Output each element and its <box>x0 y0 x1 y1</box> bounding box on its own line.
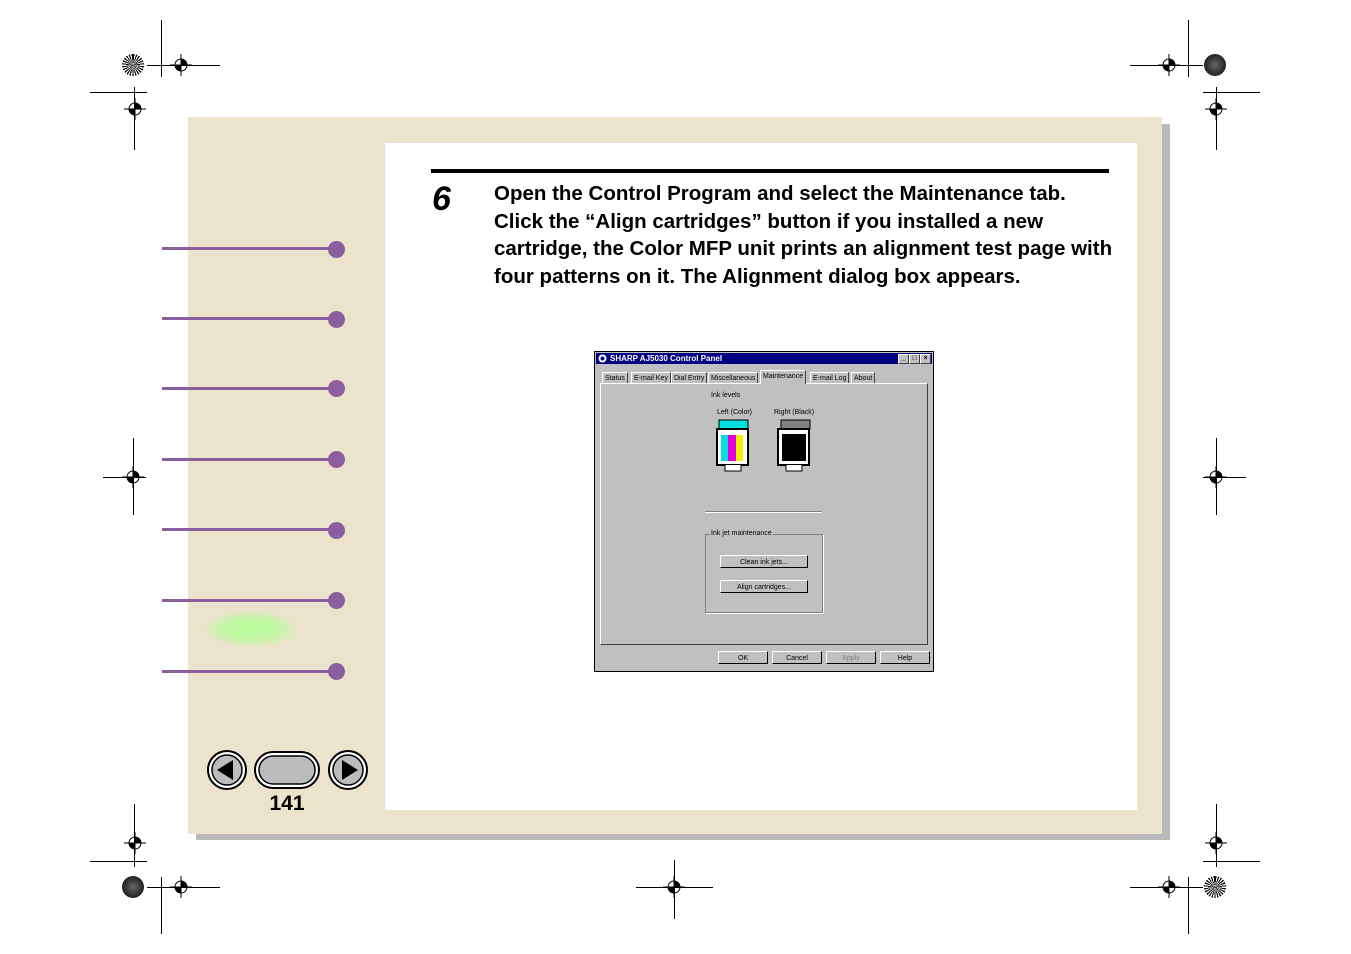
group-label: Ink jet maintenance <box>711 530 772 537</box>
color-target-icon <box>122 54 144 76</box>
side-nav-link[interactable] <box>328 241 345 258</box>
side-nav-line <box>162 387 332 390</box>
crop-line <box>1130 887 1203 888</box>
side-nav-line <box>162 458 332 461</box>
page-number: 141 <box>269 792 305 815</box>
side-nav-link[interactable] <box>328 663 345 680</box>
step-instruction: Open the Control Program and select the Maintenance tab. Click the “Align cartridges” button if you installed a new cartridge, the Color MFP unit prints an alignment test page with four patterns on it. The Alignment dialog box appears. <box>494 182 1113 288</box>
crop-line <box>134 804 135 867</box>
crop-line <box>103 477 146 478</box>
maximize-icon[interactable]: □ <box>909 354 920 364</box>
app-icon <box>598 354 607 363</box>
black-cartridge-icon <box>776 419 812 473</box>
registration-mark-icon <box>124 98 146 120</box>
crop-line <box>147 887 220 888</box>
crop-line <box>1188 20 1189 77</box>
crop-line <box>1203 92 1260 93</box>
crop-line <box>674 860 675 919</box>
apply-button[interactable]: Apply <box>826 651 876 664</box>
side-nav-line <box>162 247 332 250</box>
ok-button[interactable]: OK <box>718 651 768 664</box>
side-nav-line <box>162 670 332 673</box>
dialog-titlebar <box>596 353 932 364</box>
color-target-icon <box>122 876 144 898</box>
crop-line <box>133 438 134 515</box>
tab-dial-entry[interactable]: Dial Entry <box>671 372 707 384</box>
crop-line <box>1203 861 1260 862</box>
crop-line <box>134 87 135 150</box>
previous-page-button[interactable] <box>206 749 248 791</box>
crop-line <box>161 20 162 77</box>
side-nav-link[interactable] <box>328 522 345 539</box>
current-section-highlight <box>205 611 297 647</box>
align-cartridges-button[interactable]: Align cartridges... <box>720 580 808 593</box>
crop-line <box>1188 877 1189 934</box>
dialog-title: SHARP AJ5030 Control Panel <box>610 354 723 363</box>
side-nav-link[interactable] <box>328 380 345 397</box>
side-nav-link[interactable] <box>328 592 345 609</box>
tab-email-log[interactable]: E-mail Log <box>810 372 849 384</box>
side-nav-line <box>162 599 332 602</box>
right-cartridge-label: Right (Black) <box>774 409 815 416</box>
ink-jet-maintenance-group <box>705 530 823 613</box>
side-nav-link[interactable] <box>328 311 345 328</box>
crop-line <box>147 65 220 66</box>
minimize-icon[interactable]: _ <box>898 354 909 364</box>
crop-line <box>161 877 162 934</box>
cancel-button[interactable]: Cancel <box>772 651 822 664</box>
crop-line <box>90 92 147 93</box>
control-panel-dialog <box>594 351 934 672</box>
tab-email-key[interactable]: E-mail Key <box>631 372 671 384</box>
crop-line <box>1216 804 1217 867</box>
help-button[interactable]: Help <box>880 651 930 664</box>
tab-about[interactable]: About <box>851 372 875 384</box>
crop-line <box>1130 65 1203 66</box>
registration-mark-icon <box>124 832 146 854</box>
left-cartridge-label: Left (Color) <box>717 409 753 416</box>
step-rule <box>431 169 1109 173</box>
color-target-icon <box>1204 876 1226 898</box>
side-nav-link[interactable] <box>328 451 345 468</box>
ink-levels-label: Ink levels <box>711 392 741 399</box>
crop-line <box>1216 87 1217 150</box>
crop-line <box>90 861 147 862</box>
crop-line <box>1216 438 1217 515</box>
side-nav-line <box>162 528 332 531</box>
color-cartridge-icon <box>716 419 750 473</box>
maintenance-panel <box>600 383 928 645</box>
color-target-icon <box>1204 54 1226 76</box>
close-icon[interactable]: × <box>920 354 931 364</box>
crop-line <box>1203 477 1246 478</box>
separator <box>705 511 822 513</box>
tab-status[interactable]: Status <box>602 372 628 384</box>
next-page-button[interactable] <box>327 749 369 791</box>
side-nav-line <box>162 317 332 320</box>
clean-ink-jets-button[interactable]: Clean ink jets... <box>720 555 808 568</box>
tab-maintenance[interactable]: Maintenance <box>760 370 806 384</box>
back-button[interactable] <box>253 749 321 791</box>
tab-miscellaneous[interactable]: Miscellaneous <box>708 372 758 384</box>
step-number: 6 <box>432 180 451 218</box>
